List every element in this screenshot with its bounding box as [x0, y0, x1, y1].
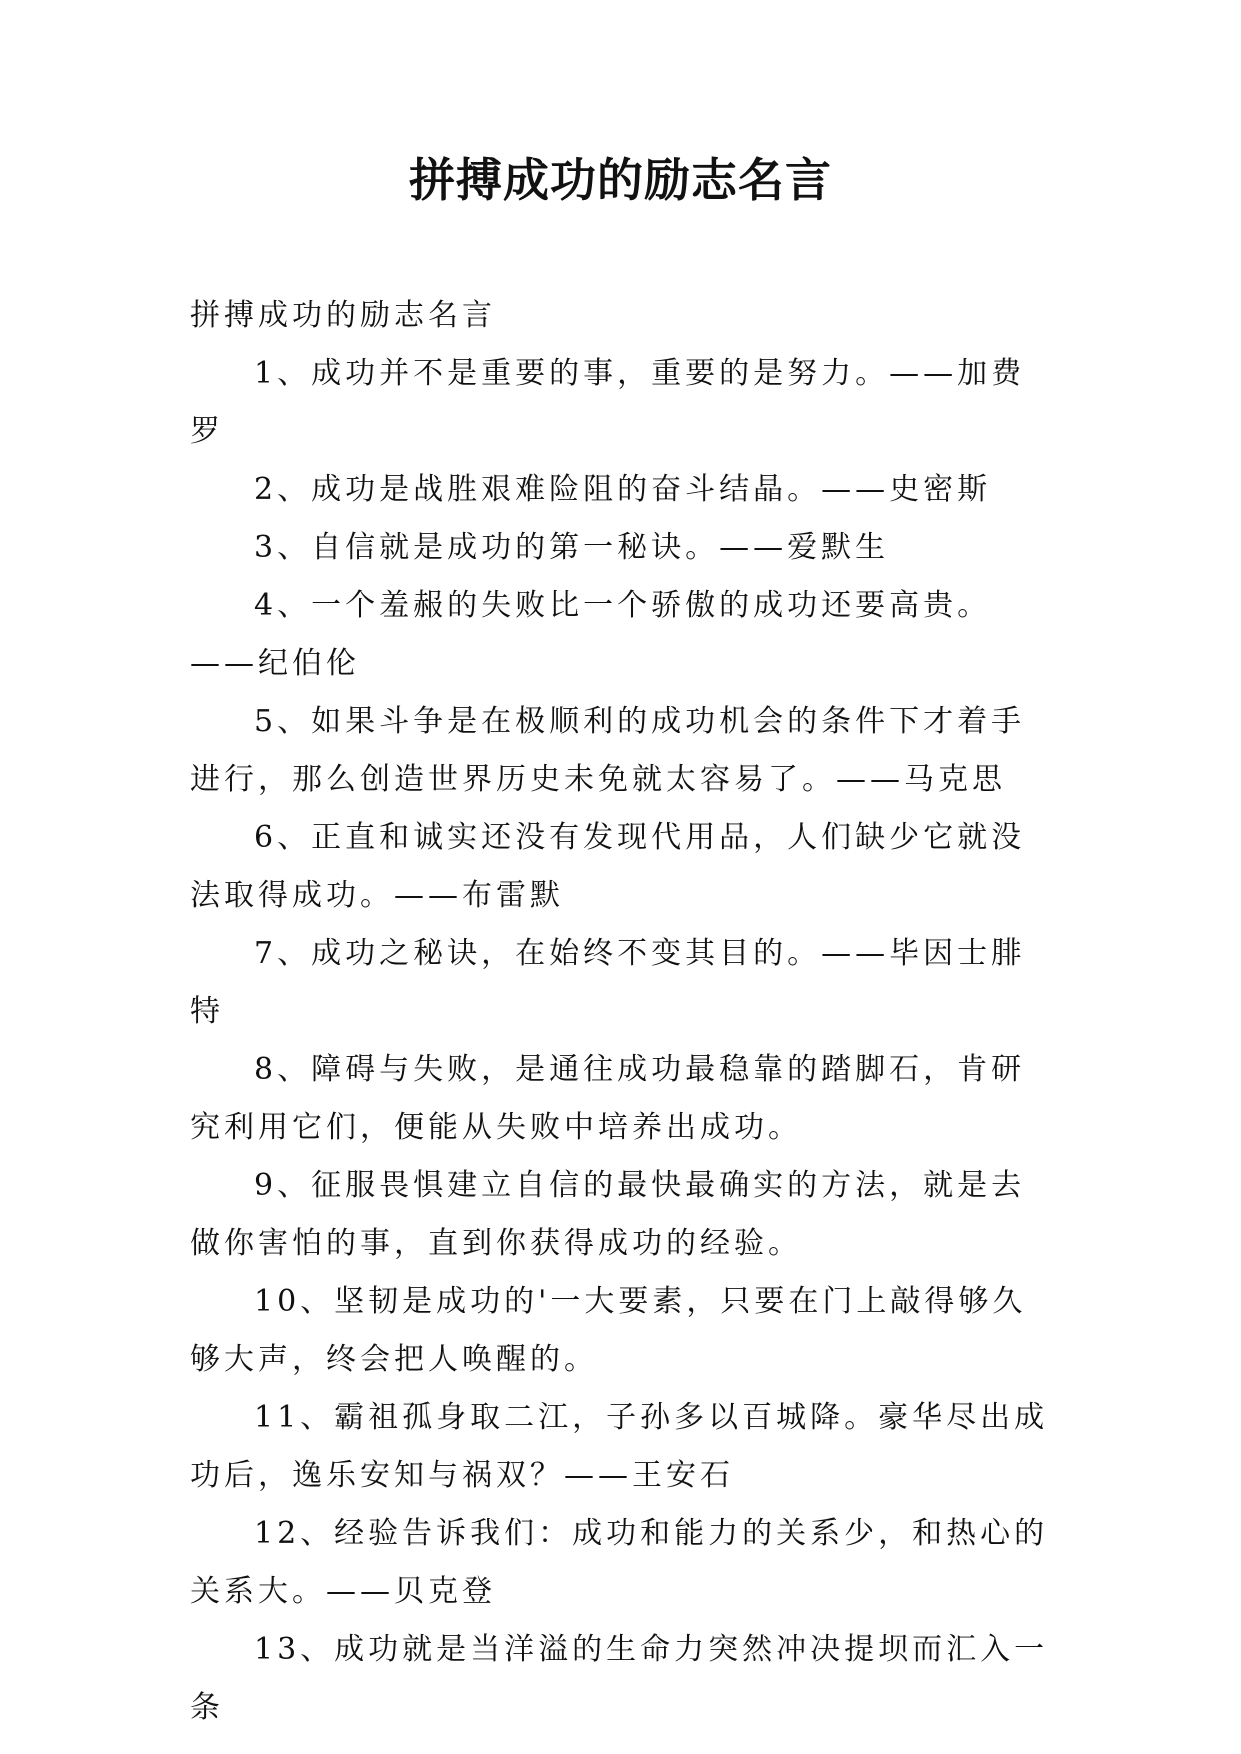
quote-item-12: 12、经验告诉我们：成功和能力的关系少，和热心的关系大。——贝克登: [190, 1516, 1049, 1609]
quote-item-8: 8、障碍与失败，是通往成功最稳靠的踏脚石，肯研究利用它们，便能从失败中培养出成功。: [190, 1052, 1026, 1145]
quote-item-1: 1、成功并不是重要的事，重要的是努力。——加费罗: [190, 356, 1026, 449]
document-title: 拼搏成功的励志名言: [409, 153, 832, 207]
quote-item-6: 6、正直和诚实还没有发现代用品，人们缺少它就没法取得成功。——布雷默: [190, 820, 1026, 913]
document-subtitle: 拼搏成功的励志名言: [190, 298, 496, 333]
quote-item-13: 13、成功就是当洋溢的生命力突然冲决提坝而汇入一条: [190, 1632, 1049, 1725]
quote-item-10: 10、坚韧是成功的'一大要素，只要在门上敲得够久够大声，终会把人唤醒的。: [190, 1284, 1027, 1377]
quote-item-9: 9、征服畏惧建立自信的最快最确实的方法，就是去做你害怕的事，直到你获得成功的经验。: [190, 1168, 1026, 1261]
quote-item-11: 11、霸祖孤身取二江，子孙多以百城降。豪华尽出成功后，逸乐安知与祸双？——王安石: [190, 1400, 1049, 1493]
quote-item-2: 2、成功是战胜艰难险阻的奋斗结晶。——史密斯: [254, 472, 992, 507]
quote-item-5: 5、如果斗争是在极顺利的成功机会的条件下才着手进行，那么创造世界历史未免就太容易了。——马克思: [190, 704, 1026, 797]
document-body: [190, 287, 1050, 1737]
quote-item-4: 4、一个羞赧的失败比一个骄傲的成功还要高贵。——纪伯伦: [190, 588, 992, 681]
quote-item-3: 3、自信就是成功的第一秘诀。——爱默生: [254, 530, 890, 565]
quote-item-7: 7、成功之秘诀，在始终不变其目的。——毕因士腓特: [190, 936, 1026, 1029]
